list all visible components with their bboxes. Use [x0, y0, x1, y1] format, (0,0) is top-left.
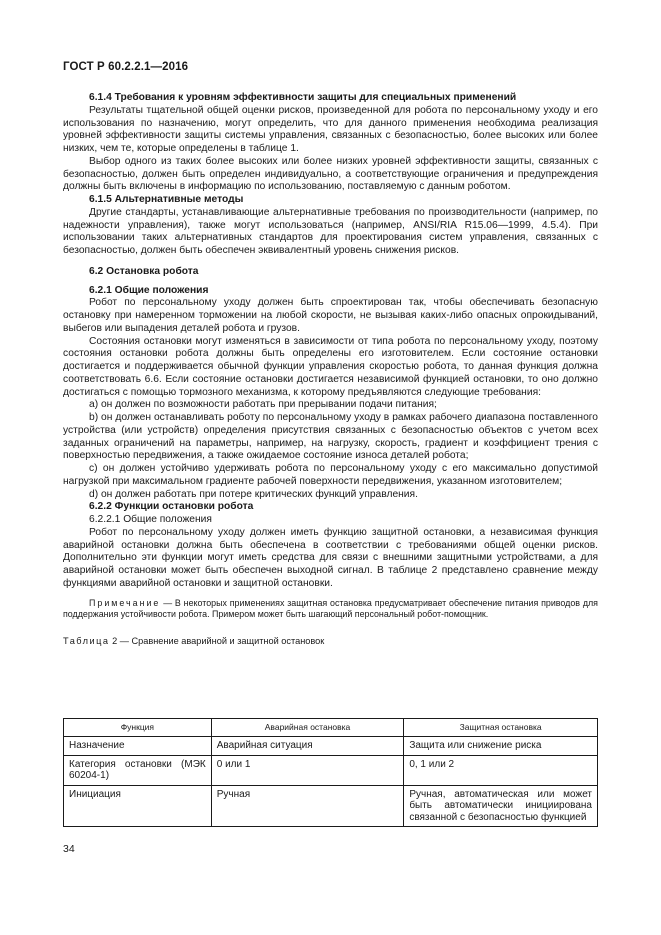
- table-row: [64, 755, 598, 785]
- section-heading-6-1-4: 6.1.4 Требования к уровням эффективности защиты для специальных применений: [89, 92, 517, 103]
- document-body: [63, 92, 598, 647]
- list-item: а) он должен по возможности работать при прерывании подачи питания;: [89, 399, 437, 411]
- paragraph: Результаты тщательной общей оценки рисков, произведенной для робота по персональному уходу и его использования по назначению, могут определить, что для данного применения необходима реализация уровней эффективности защиты системы управления, связанных с безопасностью, более высоких или более низких, чем те, которые определены в таблице 1.: [63, 104, 598, 154]
- subsection-heading-6-2-2-1: 6.2.2.1 Общие положения: [89, 514, 212, 525]
- table-caption: [63, 635, 598, 648]
- note-text: — В некоторых применениях защитная остановка предусматривает обеспечение питания приводов для поддержания устойчивости робота. Примером может быть шагающий персональный робот-помощник.: [63, 597, 598, 619]
- table-cell: Инициация: [64, 785, 212, 827]
- table-cell: Ручная, автоматическая или может быть автоматически инициирована связанной с безопасностью функцией: [404, 785, 598, 827]
- table-row: [64, 737, 598, 756]
- paragraph: Другие стандарты, устанавливающие альтернативные требования по производительности (например, по надежности управления), также могут использоваться (например, ANSI/RIA R15.06—1999, 4.5.4). При использовании таких альтернативных стандартов для проектирования систем управления, связанных с безопасностью, должен быть обеспечен эквивалентный уровень снижения рисков.: [63, 206, 598, 256]
- paragraph: Выбор одного из таких более высоких или более низких уровней эффективности защиты, связанных с безопасностью, должен быть определен индивидуально, а соответствующие ограничения и предупреждения должны быть включены в информацию по использованию, поставляемую с данным роботом.: [63, 155, 598, 193]
- section-heading-6-2-1: 6.2.1 Общие положения: [89, 284, 209, 296]
- table-header-cell: Защитная остановка: [404, 719, 598, 737]
- comparison-table: [63, 718, 598, 827]
- section-heading-6-2: 6.2 Остановка робота: [89, 265, 199, 277]
- table-cell: Защита или снижение риска: [404, 737, 598, 756]
- list-item: с) он должен устойчиво удерживать робота по персональному уходу с его максимально допустимой нагрузкой при максимальном градиенте рабочей поверхности передвижения, указанном изготовителем;: [63, 463, 598, 487]
- list-item: d) он должен работать при потере критических функций управления.: [89, 488, 418, 500]
- table-caption-label: Таблица: [63, 635, 110, 646]
- note-label: Примечание: [89, 597, 161, 608]
- table-header-cell: Функция: [64, 719, 212, 737]
- table-cell: Аварийная ситуация: [211, 737, 404, 756]
- standard-header: ГОСТ Р 60.2.2.1—2016: [63, 61, 189, 73]
- paragraph: Робот по персональному уходу должен быть спроектирован так, чтобы обеспечивать безопасную остановку при намеренном торможении на любой скорости, не вызывая каких-либо опасных опрокидываний, выбегов или выпадения деталей робота и грузов.: [63, 297, 598, 334]
- table-caption-text: 2 — Сравнение аварийной и защитной остановок: [109, 635, 325, 646]
- page-number: 34: [63, 843, 75, 855]
- note: [63, 598, 598, 621]
- table-cell: Ручная: [211, 785, 404, 827]
- table-header-row: [64, 719, 598, 737]
- section-heading-6-2-2: 6.2.2 Функции остановки робота: [89, 501, 254, 513]
- section-heading-6-1-5: 6.1.5 Альтернативные методы: [89, 194, 244, 205]
- paragraph: Состояния остановки могут изменяться в зависимости от типа робота по персональному уходу, поэтому состояния остановки робота должны быть определены его изготовителем. Если состояние остановки достигается и поддерживается обычной функции управления скоростью робота, то данная функция должна соответствовать 6.6. Если состояние остановки достигается независимой функцией остановки, то оно должно достигаться с помощью тормозного механизма, к которому предъявляются следующие требования:: [63, 335, 598, 398]
- table-header-cell: Аварийная остановка: [211, 719, 404, 737]
- table-cell: 0 или 1: [211, 755, 404, 785]
- list-item: b) он должен останавливать роботу по персональному уходу в рамках рабочего диапазона поставленного устройства (или устройств) определения присутствия связанных с безопасностью объектов с учетом всех заданных ограничений на параметры, например, на нагрузку, скорость, градиент и коэффициент трения с поверхностью передвижения, а также ожидаемое состояние износа деталей робота;: [63, 412, 598, 462]
- paragraph: Робот по персональному уходу должен иметь функцию защитной остановки, а независимая функция аварийной остановки должна быть обеспечена в соответствии с требованиями общей оценки рисков. Дополнительно эти функции могут иметь средства для связи с внешними защитными устройствами, а для аварийной остановки может быть обеспечен выходной сигнал. В таблице 2 представлено сравнение между функциями аварийной остановки и защитной остановки.: [63, 526, 598, 589]
- table-cell: Назначение: [64, 737, 212, 756]
- table-cell: 0, 1 или 2: [404, 755, 598, 785]
- table-cell: Категория остановки (МЭК 60204-1): [64, 755, 212, 785]
- table-row: [64, 785, 598, 827]
